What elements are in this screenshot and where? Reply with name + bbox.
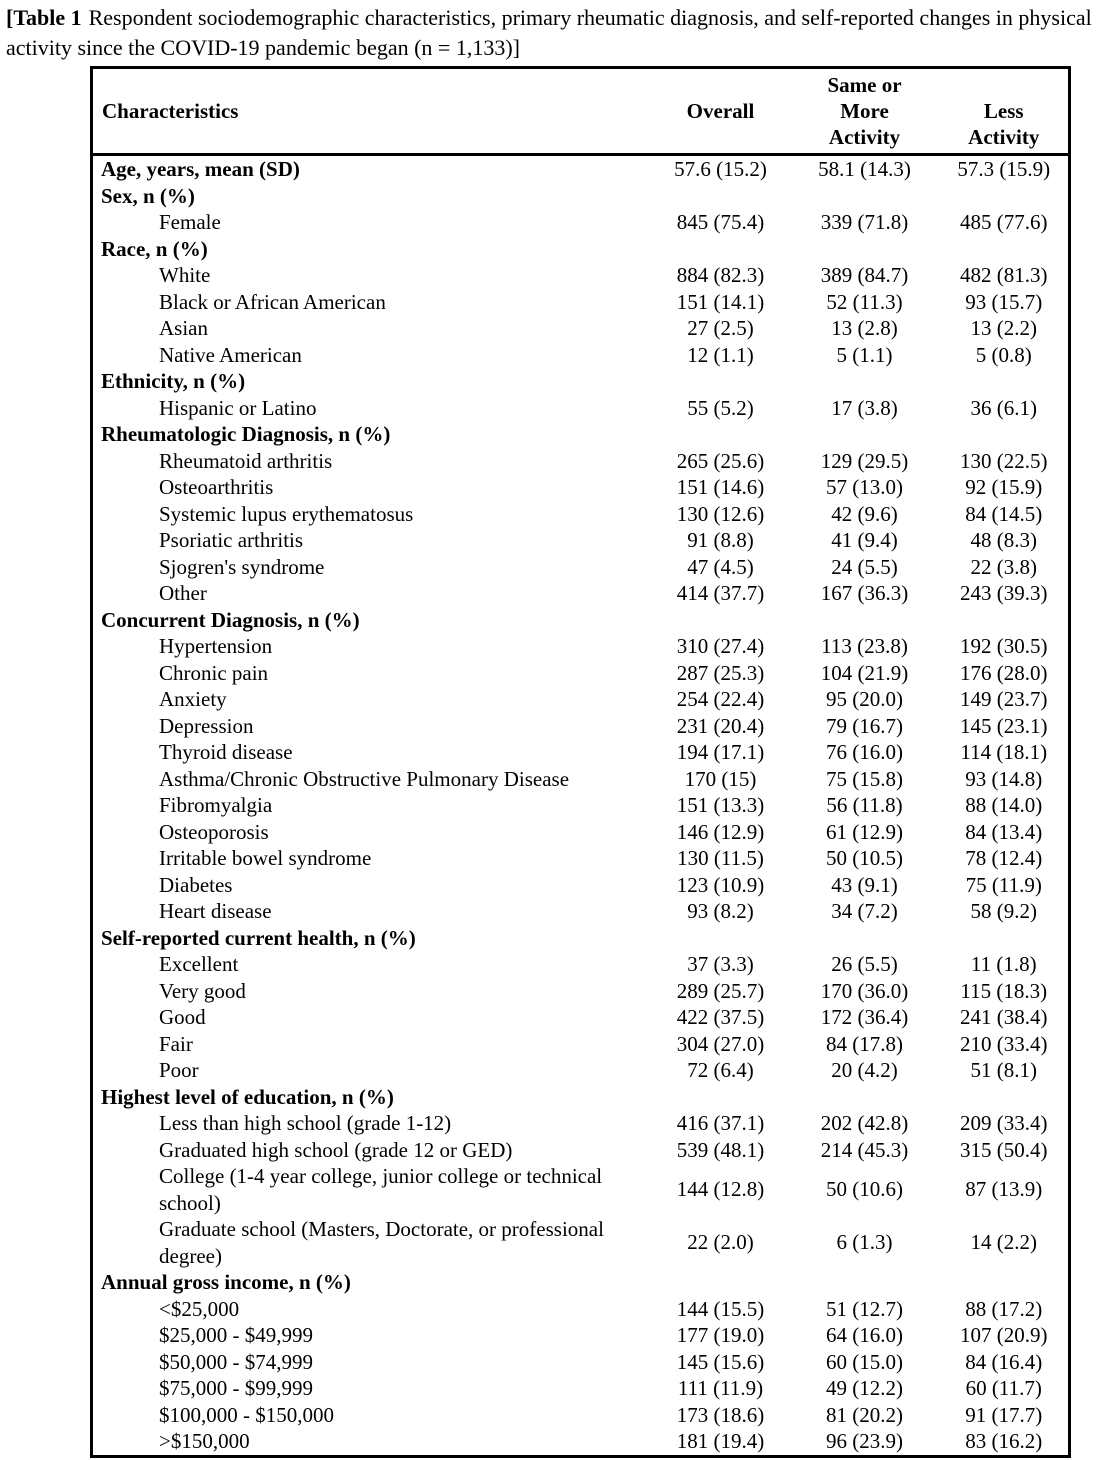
- row-label: Systemic lupus erythematosus: [159, 501, 414, 526]
- cell-value: 84 (16.4): [965, 1349, 1043, 1374]
- row-label: Very good: [159, 978, 246, 1003]
- table-row: [92, 421, 1070, 448]
- cell-value: 76 (16.0): [826, 740, 903, 764]
- column-header-less-activity: [940, 68, 1070, 155]
- table-row: [92, 580, 1070, 607]
- cell-value: 192 (30.5): [960, 634, 1048, 658]
- cell-value: 84 (14.5): [965, 501, 1043, 526]
- cell-value: 58.1 (14.3): [818, 157, 911, 181]
- cell-value: 83 (16.2): [965, 1429, 1043, 1453]
- cell-value: 181 (19.4): [676, 1429, 765, 1453]
- table-row: [92, 155, 1070, 183]
- cell-value: [652, 236, 790, 263]
- table-caption: [0, 0, 1104, 63]
- row-label: Less than high school (grade 1-12): [159, 1111, 452, 1135]
- cell-value: 95 (20.0): [826, 687, 903, 711]
- table-row: [92, 766, 1070, 793]
- cell-value: [940, 607, 1070, 634]
- table-row: [92, 607, 1070, 634]
- cell-value: 56 (11.8): [826, 793, 903, 817]
- row-label: Native American: [159, 342, 302, 367]
- row-label: Rheumatoid arthritis: [159, 448, 333, 473]
- table-row: [92, 633, 1070, 660]
- cell-value: 91 (17.7): [965, 1402, 1043, 1427]
- cell-value: 52 (11.3): [826, 289, 903, 314]
- cell-value: 88 (17.2): [965, 1296, 1043, 1321]
- cell-value: 304 (27.0): [676, 1031, 765, 1056]
- cell-value: 96 (23.9): [826, 1429, 903, 1453]
- cell-value: 13 (2.8): [831, 316, 898, 340]
- cell-value: 151 (14.6): [676, 475, 765, 499]
- cell-value: 231 (20.4): [676, 713, 765, 738]
- table-row: [92, 872, 1070, 899]
- cell-value: [790, 607, 940, 634]
- row-label: Age, years, mean (SD): [101, 157, 300, 181]
- row-label: Osteoarthritis: [159, 475, 274, 499]
- table-row: [92, 845, 1070, 872]
- cell-value: [940, 368, 1070, 395]
- table-row: [92, 819, 1070, 846]
- table-row: [92, 713, 1070, 740]
- cell-value: [652, 421, 790, 448]
- table-row: [92, 527, 1070, 554]
- table-caption-label: [Table 1: [6, 5, 82, 30]
- row-label: Black or African American: [159, 289, 386, 314]
- row-label: $50,000 - $74,999: [159, 1349, 313, 1374]
- cell-value: 49 (12.2): [826, 1376, 903, 1400]
- row-label: Rheumatologic Diagnosis, n (%): [101, 422, 391, 446]
- cell-value: 287 (25.3): [676, 660, 765, 685]
- cell-value: 243 (39.3): [960, 581, 1048, 605]
- cell-value: 194 (17.1): [676, 740, 765, 764]
- row-label: Self-reported current health, n (%): [101, 925, 416, 950]
- row-label: Depression: [159, 713, 254, 738]
- cell-value: 79 (16.7): [826, 713, 903, 738]
- row-label: Asian: [159, 316, 208, 340]
- table-row: [92, 1163, 1070, 1216]
- cell-value: 57 (13.0): [826, 475, 903, 499]
- cell-value: 88 (14.0): [965, 793, 1043, 817]
- table-row: [92, 792, 1070, 819]
- table-row: [92, 1322, 1070, 1349]
- cell-value: 170 (36.0): [820, 978, 909, 1003]
- cell-value: 37 (3.3): [687, 952, 754, 976]
- table-row: [92, 1296, 1070, 1323]
- cell-value: 310 (27.4): [676, 634, 765, 658]
- cell-value: 51 (8.1): [970, 1058, 1037, 1082]
- column-header-line: More: [840, 99, 889, 123]
- cell-value: 22 (2.0): [687, 1230, 754, 1255]
- cell-value: 93 (8.2): [687, 899, 754, 923]
- table-row: [92, 951, 1070, 978]
- cell-value: 22 (3.8): [970, 554, 1037, 579]
- cell-value: 130 (22.5): [960, 448, 1048, 473]
- cell-value: 84 (17.8): [826, 1031, 903, 1056]
- table-row: [92, 1216, 1070, 1269]
- cell-value: 115 (18.3): [960, 978, 1048, 1003]
- row-label: Sjogren's syndrome: [159, 554, 325, 579]
- cell-value: 173 (18.6): [676, 1402, 765, 1427]
- table-row: [92, 448, 1070, 475]
- cell-value: 845 (75.4): [676, 210, 765, 234]
- cell-value: 50 (10.6): [826, 1177, 903, 1202]
- cell-value: 5 (1.1): [836, 342, 893, 367]
- row-label: Poor: [159, 1058, 199, 1082]
- row-label: White: [159, 263, 211, 287]
- cell-value: 167 (36.3): [820, 581, 909, 605]
- cell-value: 47 (4.5): [687, 554, 754, 579]
- row-label: Hispanic or Latino: [159, 395, 317, 420]
- row-label: Chronic pain: [159, 660, 269, 685]
- cell-value: 93 (15.7): [965, 289, 1043, 314]
- row-label: Race, n (%): [101, 236, 208, 261]
- cell-value: 209 (33.4): [960, 1111, 1048, 1135]
- cell-value: 75 (11.9): [965, 872, 1042, 897]
- cell-value: 41 (9.4): [831, 528, 898, 552]
- cell-value: 42 (9.6): [831, 501, 898, 526]
- table-row: [92, 1031, 1070, 1058]
- cell-value: [652, 925, 790, 952]
- cell-value: 58 (9.2): [970, 899, 1037, 923]
- row-label: Thyroid disease: [159, 740, 293, 764]
- table-row: [92, 395, 1070, 422]
- row-label: >$150,000: [159, 1429, 250, 1453]
- row-label: Good: [159, 1005, 206, 1029]
- cell-value: [940, 925, 1070, 952]
- cell-value: 87 (13.9): [965, 1177, 1043, 1202]
- table-row: [92, 474, 1070, 501]
- cell-value: 315 (50.4): [960, 1137, 1048, 1162]
- cell-value: 214 (45.3): [820, 1137, 909, 1162]
- cell-value: 265 (25.6): [676, 448, 765, 473]
- cell-value: 84 (13.4): [965, 819, 1043, 844]
- table-row: [92, 739, 1070, 766]
- table-row: [92, 368, 1070, 395]
- cell-value: 60 (11.7): [965, 1376, 1042, 1400]
- row-label: Graduated high school (grade 12 or GED): [159, 1137, 513, 1162]
- column-header-characteristics: [92, 68, 652, 155]
- cell-value: 81 (20.2): [826, 1402, 903, 1427]
- row-label: $100,000 - $150,000: [159, 1402, 334, 1427]
- table-row: [92, 978, 1070, 1005]
- row-label: Fair: [159, 1031, 193, 1056]
- column-header-line: Same or: [827, 73, 902, 97]
- cell-value: [940, 236, 1070, 263]
- cell-value: 57.3 (15.9): [957, 157, 1051, 181]
- cell-value: 130 (12.6): [676, 501, 765, 526]
- row-label: Ethnicity, n (%): [101, 369, 246, 393]
- table-row: [92, 1375, 1070, 1402]
- column-header-line: Less: [983, 99, 1024, 123]
- row-label: Osteoporosis: [159, 819, 269, 844]
- cell-value: 149 (23.7): [960, 687, 1048, 711]
- cell-value: [940, 1084, 1070, 1111]
- row-label: Sex, n (%): [101, 183, 195, 208]
- cell-value: 151 (13.3): [676, 793, 765, 817]
- table-row: [92, 342, 1070, 369]
- cell-value: [790, 1084, 940, 1111]
- column-header-line: Characteristics: [102, 99, 239, 123]
- cell-value: 482 (81.3): [960, 263, 1048, 287]
- cell-value: 176 (28.0): [960, 660, 1048, 685]
- cell-value: 61 (12.9): [826, 819, 903, 844]
- cell-value: 151 (14.1): [676, 289, 765, 314]
- table-row: [92, 501, 1070, 528]
- cell-value: 123 (10.9): [676, 872, 765, 897]
- cell-value: 51 (12.7): [826, 1296, 903, 1321]
- cell-value: 92 (15.9): [965, 475, 1043, 499]
- cell-value: 6 (1.3): [836, 1230, 893, 1255]
- cell-value: [790, 236, 940, 263]
- cell-value: [652, 368, 790, 395]
- table-row: [92, 315, 1070, 342]
- cell-value: [790, 368, 940, 395]
- table-body: [92, 155, 1070, 1457]
- cell-value: 14 (2.2): [970, 1230, 1037, 1255]
- cell-value: 5 (0.8): [975, 342, 1032, 367]
- cell-value: 414 (37.7): [676, 581, 765, 605]
- table-row: [92, 1269, 1070, 1296]
- cell-value: 60 (15.0): [826, 1349, 903, 1374]
- cell-value: 485 (77.6): [960, 210, 1048, 234]
- cell-value: [940, 1269, 1070, 1296]
- row-label: <$25,000: [159, 1296, 240, 1321]
- cell-value: 416 (37.1): [676, 1111, 765, 1135]
- table-row: [92, 1402, 1070, 1429]
- column-header-line: Overall: [686, 99, 755, 123]
- cell-value: 884 (82.3): [676, 263, 765, 287]
- cell-value: 170 (15): [684, 766, 757, 791]
- row-label: Asthma/Chronic Obstructive Pulmonary Disease: [159, 766, 570, 791]
- cell-value: 26 (5.5): [831, 952, 898, 976]
- cell-value: [940, 421, 1070, 448]
- cell-value: 17 (3.8): [831, 395, 898, 420]
- cell-value: 64 (16.0): [826, 1323, 903, 1347]
- cell-value: 20 (4.2): [831, 1058, 898, 1082]
- table-row: [92, 1137, 1070, 1164]
- row-label: Diabetes: [159, 872, 233, 897]
- row-label: Highest level of education, n (%): [101, 1084, 394, 1109]
- table-row: [92, 1084, 1070, 1111]
- cell-value: 43 (9.1): [831, 872, 898, 897]
- cell-value: 422 (37.5): [676, 1005, 765, 1029]
- table-row: [92, 1428, 1070, 1456]
- characteristics-table: [90, 66, 1071, 1458]
- cell-value: 389 (84.7): [820, 263, 909, 287]
- row-label: Other: [159, 581, 207, 605]
- cell-value: 27 (2.5): [687, 316, 754, 340]
- cell-value: 129 (29.5): [820, 448, 909, 473]
- cell-value: 50 (10.5): [826, 846, 903, 870]
- cell-value: [790, 1269, 940, 1296]
- cell-value: 91 (8.8): [687, 528, 754, 552]
- cell-value: 172 (36.4): [820, 1005, 909, 1029]
- table-row: [92, 236, 1070, 263]
- cell-value: [790, 421, 940, 448]
- table-header-row: [92, 68, 1070, 155]
- cell-value: 145 (15.6): [676, 1349, 765, 1374]
- cell-value: 539 (48.1): [676, 1137, 765, 1162]
- table-caption-text: Respondent sociodemographic characteristics, primary rheumatic diagnosis, and self-reported changes in physical activity since the COVID-19 pandemic began (n = 1,133)]: [6, 5, 1092, 60]
- cell-value: 241 (38.4): [960, 1005, 1048, 1029]
- table-row: [92, 262, 1070, 289]
- cell-value: 202 (42.8): [820, 1111, 909, 1135]
- cell-value: 254 (22.4): [676, 687, 765, 711]
- cell-value: 144 (12.8): [676, 1177, 765, 1202]
- table-row: [92, 898, 1070, 925]
- row-label: Female: [159, 210, 221, 234]
- cell-value: 11 (1.8): [970, 952, 1037, 976]
- table-row: [92, 289, 1070, 316]
- cell-value: 48 (8.3): [970, 528, 1037, 552]
- column-header-line: Activity: [828, 125, 901, 149]
- cell-value: 146 (12.9): [676, 819, 765, 844]
- table-row: [92, 1057, 1070, 1084]
- row-label: Concurrent Diagnosis, n (%): [101, 607, 360, 632]
- cell-value: 111 (11.9): [677, 1376, 764, 1400]
- table-row: [92, 183, 1070, 210]
- cell-value: 104 (21.9): [820, 660, 909, 685]
- cell-value: 57.6 (15.2): [674, 157, 767, 181]
- row-label: Excellent: [159, 952, 239, 976]
- cell-value: 210 (33.4): [960, 1031, 1048, 1056]
- row-label: $75,000 - $99,999: [159, 1376, 313, 1400]
- cell-value: 130 (11.5): [677, 846, 764, 870]
- cell-value: 36 (6.1): [970, 395, 1037, 420]
- cell-value: [790, 183, 940, 210]
- cell-value: 339 (71.8): [820, 210, 909, 234]
- cell-value: [652, 607, 790, 634]
- table-row: [92, 209, 1070, 236]
- row-label: Fibromyalgia: [159, 793, 273, 817]
- cell-value: 289 (25.7): [676, 978, 765, 1003]
- row-label: $25,000 - $49,999: [159, 1323, 313, 1347]
- cell-value: [790, 925, 940, 952]
- cell-value: 93 (14.8): [965, 766, 1043, 791]
- row-label: Psoriatic arthritis: [159, 528, 304, 552]
- cell-value: 177 (19.0): [676, 1323, 765, 1347]
- table-row: [92, 660, 1070, 687]
- column-header-overall: [652, 68, 790, 155]
- table-row: [92, 1110, 1070, 1137]
- cell-value: 24 (5.5): [831, 554, 898, 579]
- row-label: Irritable bowel syndrome: [159, 846, 372, 870]
- cell-value: [940, 183, 1070, 210]
- cell-value: 75 (15.8): [826, 766, 903, 791]
- cell-value: 78 (12.4): [965, 846, 1043, 870]
- cell-value: [652, 183, 790, 210]
- cell-value: 12 (1.1): [687, 342, 754, 367]
- table-row: [92, 925, 1070, 952]
- cell-value: 13 (2.2): [970, 316, 1037, 340]
- cell-value: 34 (7.2): [831, 899, 898, 923]
- cell-value: 72 (6.4): [687, 1058, 754, 1082]
- table-row: [92, 1004, 1070, 1031]
- table-row: [92, 686, 1070, 713]
- row-label: Graduate school (Masters, Doctorate, or professional degree): [159, 1217, 604, 1268]
- cell-value: 55 (5.2): [687, 395, 754, 420]
- column-header-line: Activity: [968, 125, 1040, 149]
- table-row: [92, 554, 1070, 581]
- row-label: Anxiety: [159, 687, 227, 711]
- cell-value: 114 (18.1): [960, 740, 1048, 764]
- row-label: Hypertension: [159, 634, 273, 658]
- cell-value: 144 (15.5): [676, 1296, 765, 1321]
- table-row: [92, 1349, 1070, 1376]
- cell-value: 107 (20.9): [960, 1323, 1048, 1347]
- cell-value: [652, 1269, 790, 1296]
- cell-value: 113 (23.8): [821, 634, 908, 658]
- column-header-same-or-more-activity: [790, 68, 940, 155]
- row-label: Heart disease: [159, 899, 272, 923]
- row-label: Annual gross income, n (%): [101, 1270, 351, 1294]
- row-label: College (1-4 year college, junior college or technical school): [159, 1164, 603, 1215]
- cell-value: [652, 1084, 790, 1111]
- cell-value: 145 (23.1): [960, 713, 1048, 738]
